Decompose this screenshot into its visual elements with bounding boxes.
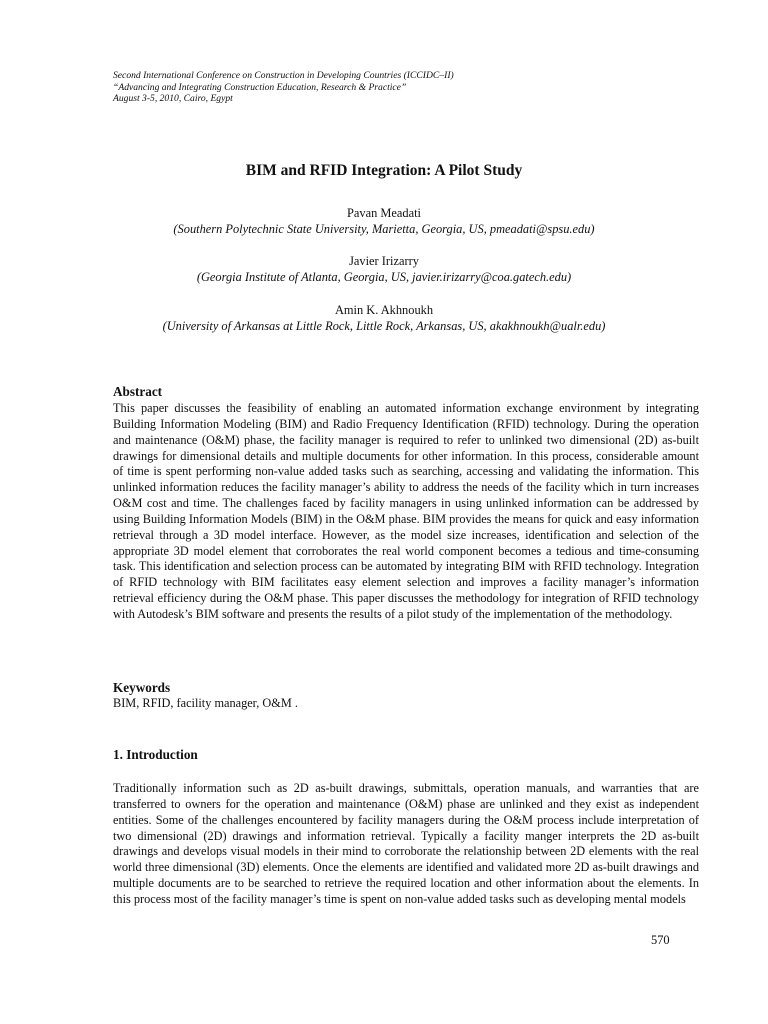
conference-name: Second International Conference on Construction in Developing Countries (ICCIDC–II) xyxy=(113,70,454,81)
paper-title: BIM and RFID Integration: A Pilot Study xyxy=(245,162,523,179)
author-affiliation: (University of Arkansas at Little Rock, Little Rock, Arkansas, US, akakhnoukh@ualr.edu) xyxy=(162,319,606,333)
author-name: Amin K. Akhnoukh xyxy=(334,303,434,317)
abstract-heading: Abstract xyxy=(113,384,163,399)
author-name: Pavan Meadati xyxy=(347,206,421,220)
keywords-heading: Keywords xyxy=(113,680,171,695)
introduction-text: Traditionally information such as 2D as-built drawings, submittals, operation manuals, and warranties that are transferred to owners for the operation and maintenance (O&M) phase are unlinked and they exist as independent entities. Some of the challenges encountered by facility managers during the O&M process include interpretation of two dimensional (2D) drawings and information retrieval. Typically a facility manger interprets the 2D as-built drawings and develops visual models in their mind to corroborate the relationship between 2D elements with the real world three dimensional (3D) elements. Once the elements are identified and validated more 2D as-built drawings and multiple documents are to be searched to retrieve the required location and other information about the elements. In this process most of the facility manager’s time is spent on non-value added tasks such as developing mental models xyxy=(113,781,699,906)
keywords-text: BIM, RFID, facility manager, O&M . xyxy=(113,696,298,710)
abstract-text: This paper discusses the feasibility of enabling an automated information exchange environment by integrating Building Information Modeling (BIM) and Radio Frequency Identification (RFID) technology. During the operation and maintenance (O&M) phase, the facility manager is required to refer to unlinked two dimensional (2D) as-built drawings for dimensional details and multiple documents for other information. In this process, considerable amount of time is spent performing non-value added tasks such as searching, accessing and validating the information. This unlinked information reduces the facility manager’s ability to address the needs of the facility which in turn increases O&M cost and time. The challenges faced by facility managers in using unlinked information can be addressed by using Building Information Models (BIM) in the O&M phase. BIM provides the means for quick and easy information retrieval through a 3D model interface. However, as the model size increases, identification and selection of the appropriate 3D model element that corroborates the real world component becomes a tedious and time-consuming task. This identification and selection process can be automated by integrating BIM with RFID technology. Integration of RFID technology with BIM facilitates easy element selection and improves a facility manager’s information retrieval efficiency during the O&M phase. This paper discusses the methodology for integration of RFID technology with Autodesk’s BIM software and presents the results of a pilot study of the implementation of the methodology. xyxy=(113,401,699,621)
conference-theme: “Advancing and Integrating Construction Education, Research & Practice” xyxy=(113,81,407,93)
conference-header xyxy=(113,70,673,105)
author-name: Javier Irizarry xyxy=(349,254,419,268)
author-affiliation: (Georgia Institute of Atlanta, Georgia, US, javier.irizarry@coa.gatech.edu) xyxy=(196,270,572,284)
page-number: 570 xyxy=(651,933,670,947)
introduction-heading: 1. Introduction xyxy=(113,747,198,762)
conference-date-location: August 3-5, 2010, Cairo, Egypt xyxy=(113,93,233,104)
author-affiliation: (Southern Polytechnic State University, Marietta, Georgia, US, pmeadati@spsu.edu) xyxy=(173,222,595,236)
